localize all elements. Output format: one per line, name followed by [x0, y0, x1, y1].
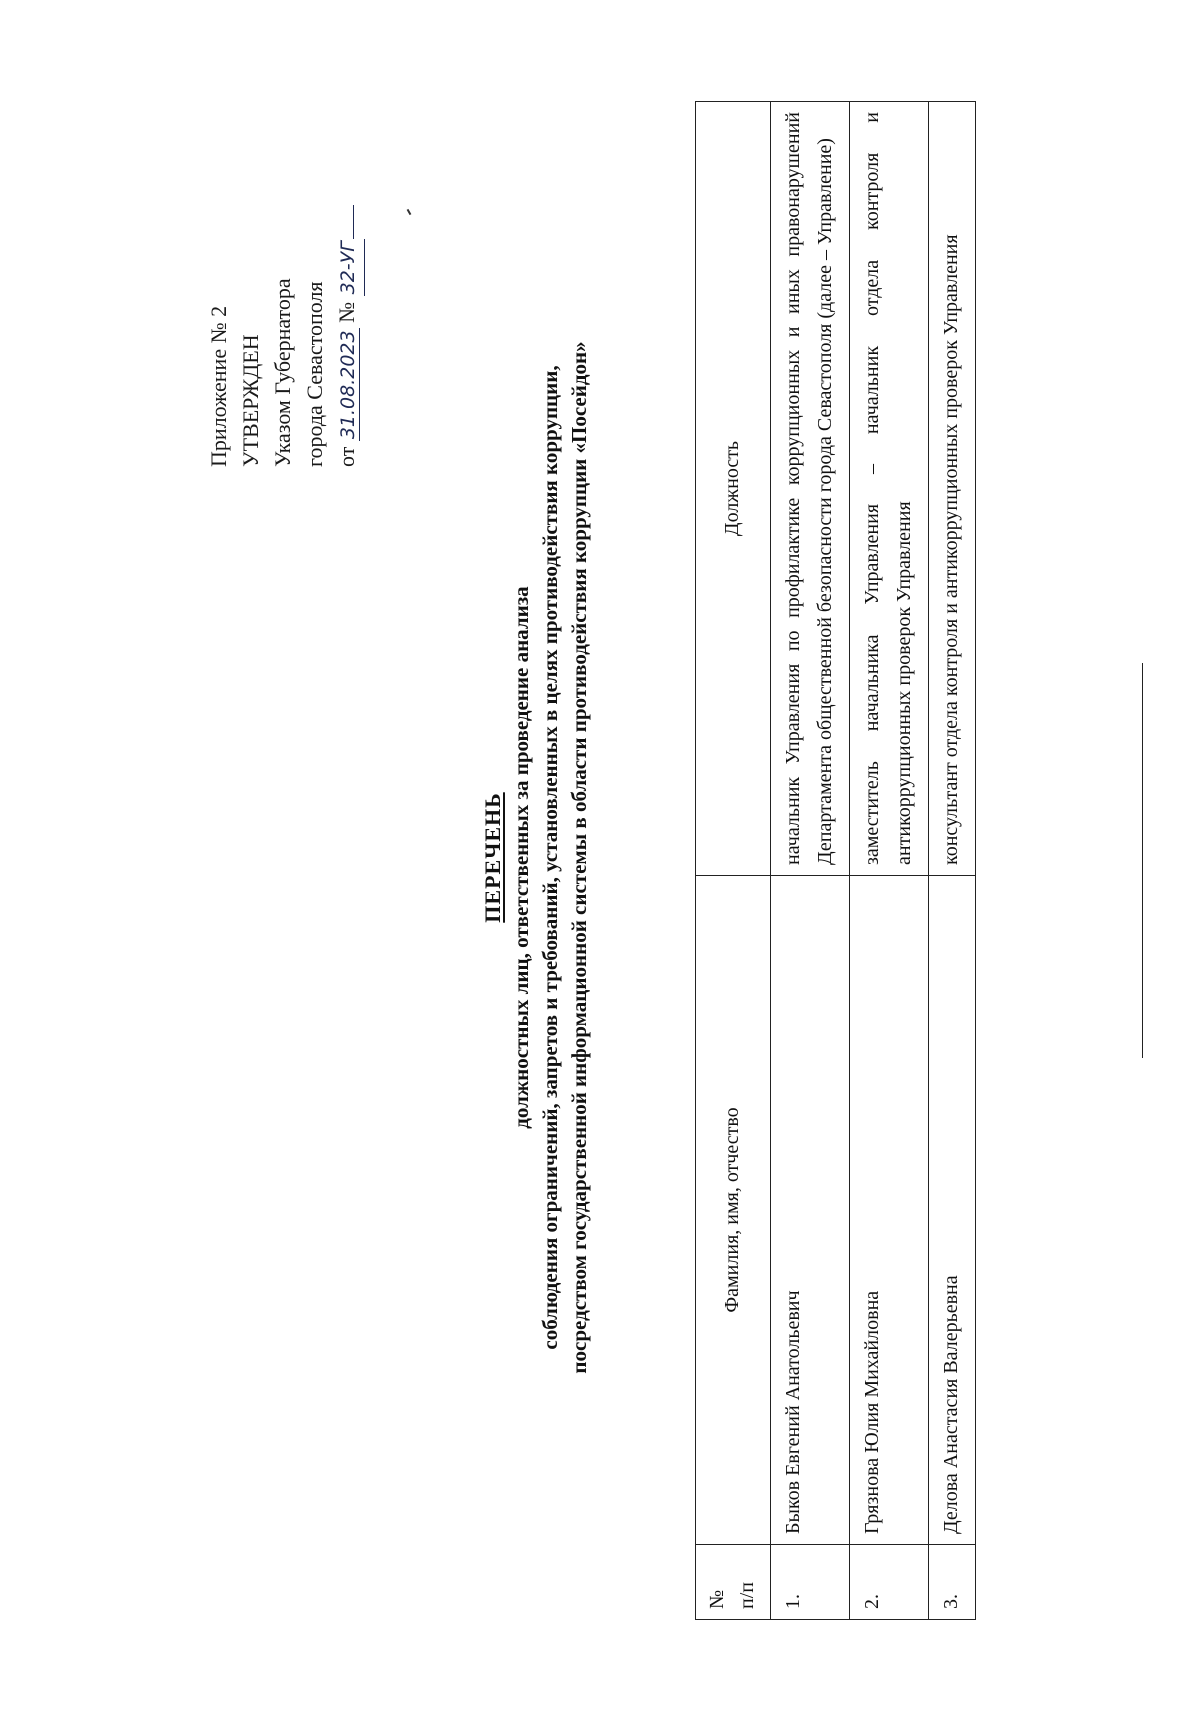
decree-date-line [331, 205, 365, 467]
stray-ink-mark [407, 209, 412, 215]
approved-label: УТВЕРЖДЕН [238, 334, 263, 467]
title-line-3: посредством государственной информационной системы в области противодействия коррупции «Посейдон» [567, 341, 591, 1374]
handwritten-number: 32-УГ [332, 239, 365, 296]
row-number: 2. [850, 1545, 929, 1620]
appendix-label: Приложение № 2 [206, 305, 231, 467]
table-header-row [696, 102, 771, 1620]
document-title [478, 70, 594, 1645]
title-line-2: соблюдения ограничений, запретов и требований, установленных в целях противодействия коррупции, [538, 365, 562, 1350]
row-number: 3. [929, 1545, 976, 1620]
header-number-abbr: п/п [736, 1582, 758, 1609]
end-of-document-line [1142, 663, 1143, 1058]
city-label: города Севастополя [302, 281, 327, 467]
row-position: заместитель начальника Управления – начальник отдела контроля и антикоррупционных проверок Управления [850, 102, 929, 876]
decree-label: Указом Губернатора [270, 278, 295, 467]
header-position: Должность [696, 102, 771, 876]
row-position: начальник Управления по профилактике коррупционных и иных правонарушений Департамента общественной безопасности города Севастополя (далее – Управление) [771, 102, 850, 876]
table-row [771, 102, 850, 1620]
number-prefix: № [334, 301, 359, 323]
title-line-1: должностных лиц, ответственных за проведение анализа [509, 586, 533, 1129]
row-name: Быков Евгений Анатольевич [771, 876, 850, 1545]
row-name: Делова Анастасия Валерьевна [929, 876, 976, 1545]
handwritten-date: 31.08.2023 [337, 330, 359, 440]
underline-tail [353, 205, 354, 239]
row-number: 1. [771, 1545, 850, 1620]
row-position: консультант отдела контроля и антикоррупционных проверок Управления [929, 102, 976, 876]
header-number [696, 1545, 771, 1620]
officials-table [695, 101, 976, 1620]
row-name: Грязнова Юлия Михайловна [850, 876, 929, 1545]
date-prefix: от [334, 446, 359, 467]
header-number-symbol: № [706, 1589, 728, 1609]
approval-stamp [203, 205, 365, 467]
table-row [850, 102, 929, 1620]
table-row [929, 102, 976, 1620]
title-main: ПЕРЕЧЕНЬ [480, 792, 505, 923]
header-name: Фамилия, имя, отчество [696, 876, 771, 1545]
